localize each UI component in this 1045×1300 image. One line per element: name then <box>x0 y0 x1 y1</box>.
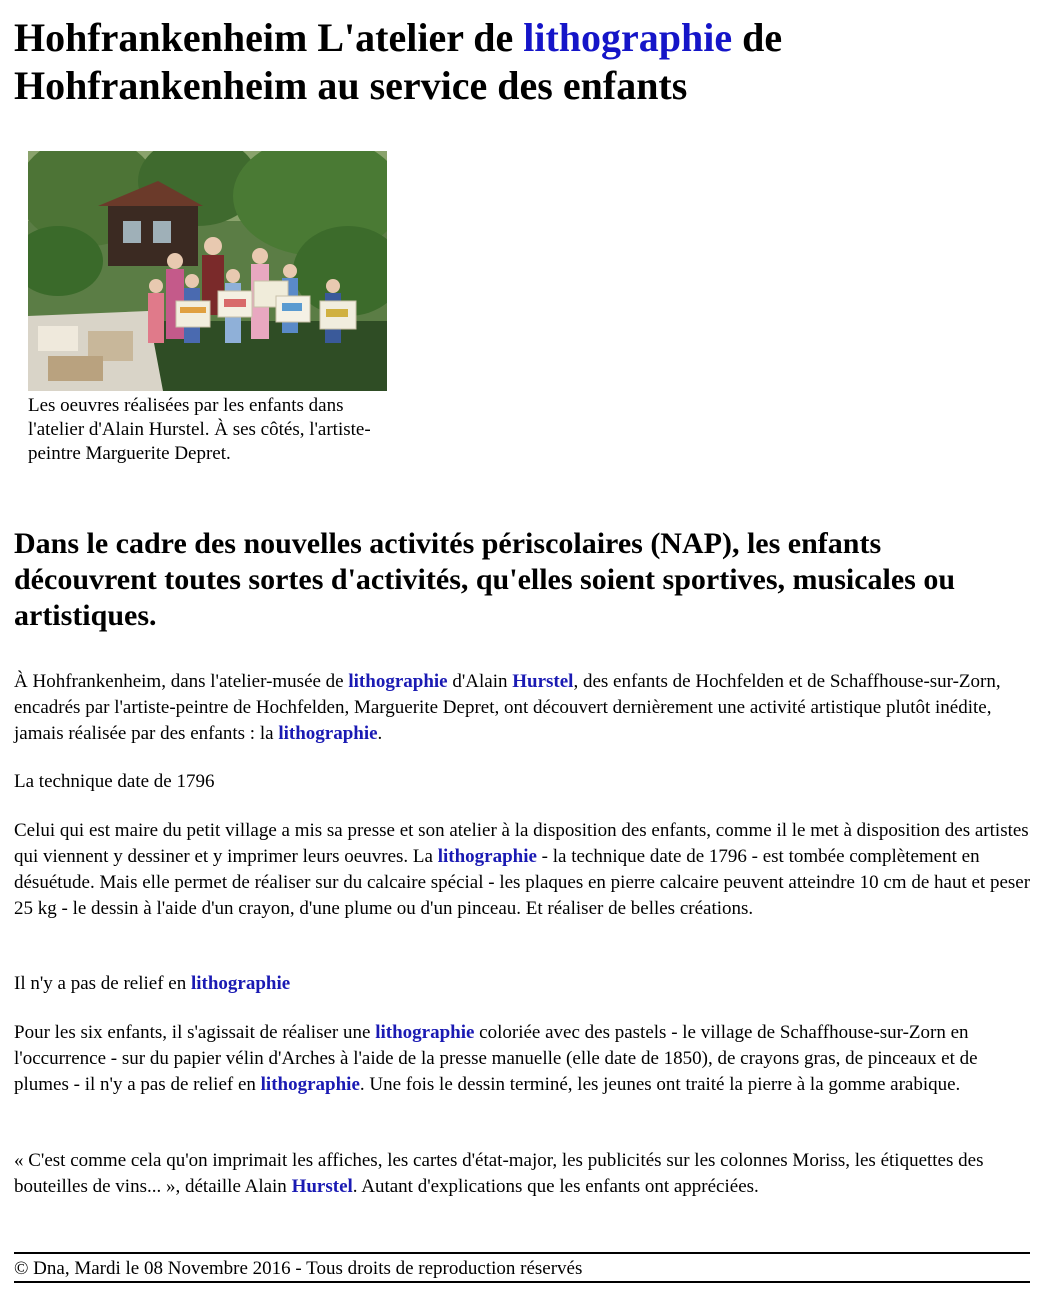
article-photo <box>28 151 387 391</box>
p1-keyword-lithographie: lithographie <box>348 671 448 692</box>
paragraph-4 <box>14 1148 1034 1200</box>
paragraph-2 <box>14 818 1034 922</box>
p2-text-b: - la technique date de 1796 - est tombée complètement en désuétude. Mais elle permet de réaliser sur du calcaire spécial - les plaques en pierre calcaire peuvent atteindre 10 cm de haut et peser 25 kg - le dessin à l'aide d'un crayon, d'une plume ou d'un pinceau. Et réaliser de belles créations. <box>14 846 1031 919</box>
article-lead: Dans le cadre des nouvelles activités périscolaires (NAP), les enfants découvrent toutes sortes d'activités, qu'elles soient sportives, musicales ou artistiques. <box>14 527 956 632</box>
title-part-1: Hohfrankenheim L'atelier de <box>14 15 524 60</box>
copyright-footer: © Dna, Mardi le 08 Novembre 2016 - Tous droits de reproduction réservés <box>14 1258 583 1279</box>
p3-keyword-lithographie-2: lithographie <box>260 1074 360 1095</box>
photo-illustration <box>28 151 387 391</box>
p4-text-b: . Autant d'explications que les enfants ont appréciées. <box>352 1176 759 1197</box>
p1-text-b: d'Alain <box>447 671 513 692</box>
p1-text-d: . <box>377 723 383 744</box>
paragraph-3 <box>14 1020 1034 1098</box>
title-keyword-lithographie: lithographie <box>523 15 733 60</box>
p4-keyword-hurstel: Hurstel <box>291 1176 353 1197</box>
p3-text-b: coloriée avec des pastels - le village de Schaffhouse-sur-Zorn en l'occurrence - sur du papier vélin d'Arches à l'aide de la presse manuelle (elle date de 1850), de crayons gras, de pinceaux et de plumes - il n'y a pas de relief en <box>14 1022 978 1095</box>
p3-text-a: Pour les six enfants, il s'agissait de réaliser une <box>14 1022 376 1043</box>
subheading-technique: La technique date de 1796 <box>14 771 215 792</box>
photo-caption: Les oeuvres réalisées par les enfants dans l'atelier d'Alain Hurstel. À ses côtés, l'artiste-peintre Marguerite Depret. <box>28 395 371 464</box>
subheading-relief <box>14 971 1034 997</box>
p1-text-a: À Hohfrankenheim, dans l'atelier-musée de <box>14 671 349 692</box>
p2-text-a: Celui qui est maire du petit village a mis sa presse et son atelier à la disposition des enfants, comme il le met à disposition des artistes qui viennent y dessiner et y imprimer leurs oeuvres. La <box>14 820 1029 867</box>
sub2-text: Il n'y a pas de relief en <box>14 973 191 994</box>
p4-text-a: « C'est comme cela qu'on imprimait les affiches, les cartes d'état-major, les publicités sur les colonnes Moriss, les étiquettes des bouteilles de vins... », détaille Alain <box>14 1150 984 1197</box>
p1-keyword-lithographie-2: lithographie <box>278 723 378 744</box>
article-figure <box>28 151 388 464</box>
p2-keyword-lithographie: lithographie <box>437 846 537 867</box>
title-part-2: de Hohfrankenheim au service des enfants <box>14 15 783 108</box>
article-title <box>14 14 1024 110</box>
footer-rule-bottom <box>14 1281 1030 1283</box>
p3-keyword-lithographie: lithographie <box>375 1022 475 1043</box>
paragraph-1 <box>14 669 1034 747</box>
p1-keyword-hurstel: Hurstel <box>512 671 574 692</box>
sub2-keyword-lithographie: lithographie <box>190 973 291 994</box>
p3-text-c: . Une fois le dessin terminé, les jeunes ont traité la pierre à la gomme arabique. <box>359 1074 961 1095</box>
p1-text-c: , des enfants de Hochfelden et de Schaffhouse-sur-Zorn, encadrés par l'artiste-peintre de Hochfelden, Marguerite Depret, ont découvert dernièrement une activité artistique plutôt inédite, jamais réalisée par des enfants : la <box>14 671 1001 744</box>
footer-rule-top <box>14 1252 1030 1254</box>
